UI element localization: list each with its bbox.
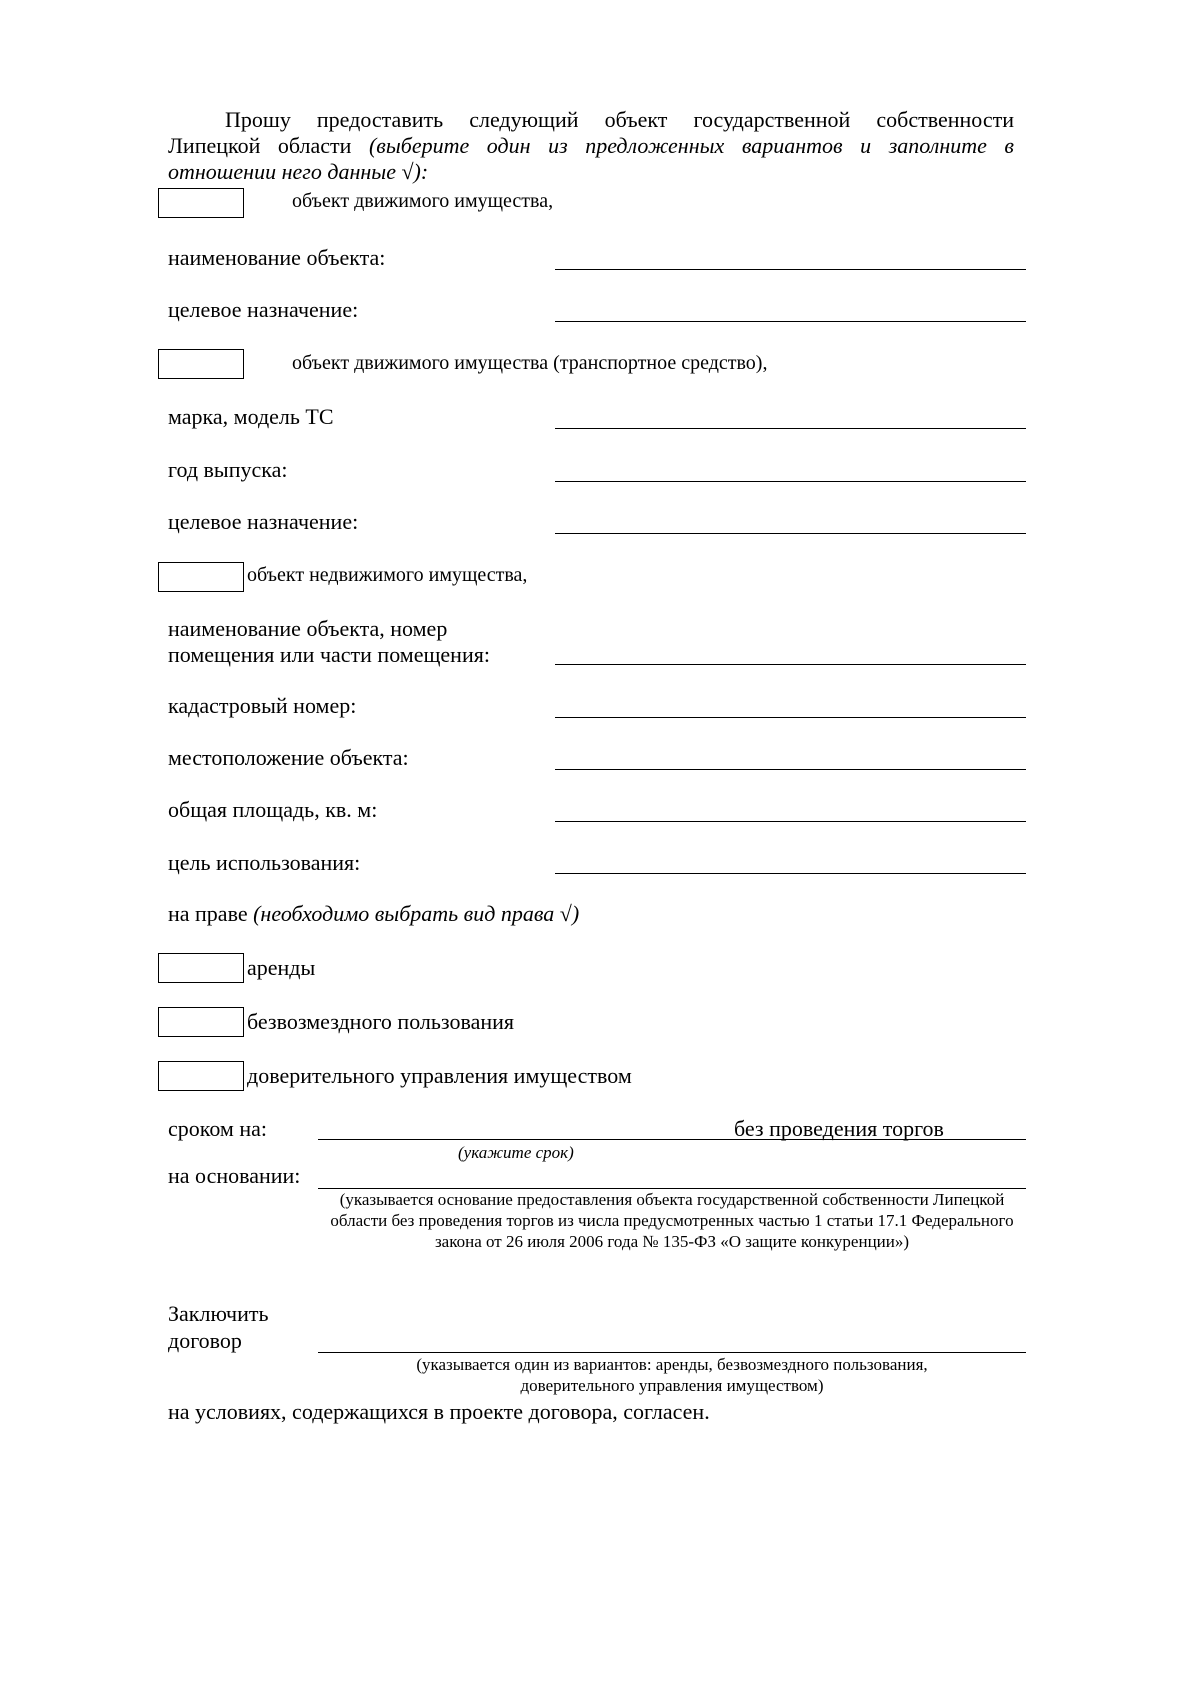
option-lease-label: аренды [247,955,316,980]
checkbox-vehicle[interactable] [158,349,244,379]
checkbox-trust-management[interactable] [158,1061,244,1091]
contract-label-line-1: Заключить [168,1301,269,1326]
vehicle-year-label: год выпуска: [168,457,288,482]
location-label: местоположение объекта: [168,745,409,770]
immovable-name-label-line-2: помещения или части помещения: [168,642,490,667]
intro-line-3: отношении него данные √): [168,159,429,184]
movable-purpose-field[interactable] [555,321,1026,322]
movable-name-field[interactable] [555,269,1026,270]
location-field[interactable] [555,769,1026,770]
immovable-name-label-line-1: наименование объекта, номер [168,616,448,641]
cadastral-number-field[interactable] [555,717,1026,718]
vehicle-year-field[interactable] [555,481,1026,482]
vehicle-model-label: марка, модель ТС [168,404,334,429]
basis-hint: (указывается основание предоставления объекта государственной собственности Липецкой области без проведения торгов из числа предусмотренных частью 1 статьи 17.1 Федерального закона от 26 июля 2006 года № 135-ФЗ «О защите конкуренции») [330,1190,1014,1251]
checkbox-movable[interactable] [158,188,244,218]
cadastral-number-label: кадастровый номер: [168,693,357,718]
immovable-name-field[interactable] [555,664,1026,665]
option-free-use-label: безвозмездного пользования [247,1009,515,1034]
term-hint: (укажите срок) [458,1143,574,1162]
contract-type-field[interactable] [318,1352,1026,1353]
immovable-label: объект недвижимого имущества, [247,564,528,586]
vehicle-model-field[interactable] [555,428,1026,429]
intro-line-2 [168,132,1014,160]
basis-label: на основании: [168,1163,301,1188]
movable-name-label: наименование объекта: [168,245,386,270]
area-field[interactable] [555,821,1026,822]
term-suffix: без проведения торгов [734,1116,944,1141]
vehicle-label: объект движимого имущества (транспортное средство), [292,352,768,374]
contract-label-line-2: договор [168,1328,242,1353]
right-type-heading-italic: (необходимо выбрать вид права √) [253,901,580,926]
intro-line-1: Прошу предоставить следующий объект государственной собственности [225,107,1014,132]
intro-line-2-italic: (выберите один из предложенных вариантов и заполните в [368,133,1014,158]
checkbox-free-use[interactable] [158,1007,244,1037]
option-trust-management-label: доверительного управления имуществом [247,1063,632,1088]
right-type-heading-normal: на праве [168,901,254,926]
intro-line-2-normal: Липецкой области [168,133,369,158]
agreement-statement: на условиях, содержащихся в проекте договора, согласен. [168,1399,710,1424]
area-label: общая площадь, кв. м: [168,797,378,822]
movable-purpose-label: целевое назначение: [168,297,359,322]
vehicle-purpose-label: целевое назначение: [168,509,359,534]
right-type-heading [168,900,579,928]
term-label: сроком на: [168,1116,267,1141]
checkbox-immovable[interactable] [158,562,244,592]
movable-label: объект движимого имущества, [292,190,554,212]
vehicle-purpose-field[interactable] [555,533,1026,534]
checkbox-lease[interactable] [158,953,244,983]
contract-hint: (указывается один из вариантов: аренды, безвозмездного пользования, доверительного управления имуществом) [416,1355,928,1395]
usage-purpose-label: цель использования: [168,850,361,875]
usage-purpose-field[interactable] [555,873,1026,874]
